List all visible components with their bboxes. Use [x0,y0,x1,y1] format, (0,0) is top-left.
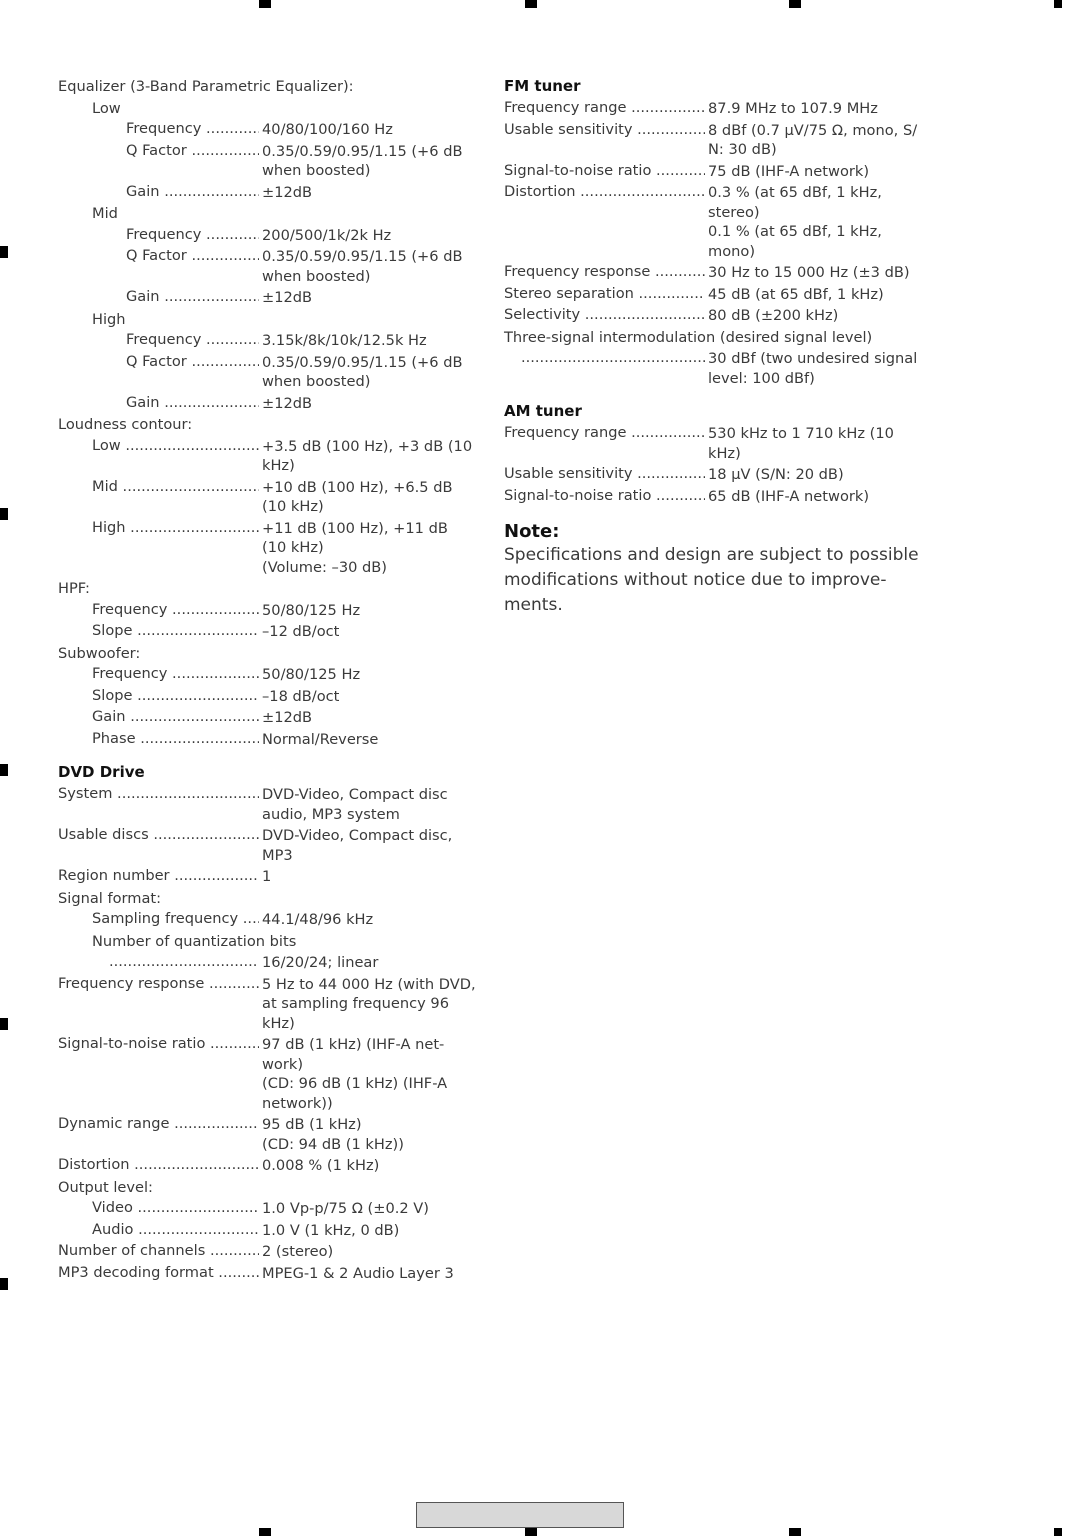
spec-row [504,423,924,464]
spec-row [504,161,924,183]
spec-group-label: Output level: [58,1178,153,1196]
spec-value: 97 dB (1 kHz) (IHF-A net- work) (CD: 96 dB (1 kHz) (IHF-A network)) [262,1036,448,1112]
spec-label [521,348,705,368]
spec-row [58,664,478,686]
spec-value: 0.35/0.59/0.95/1.15 (+6 dB when boosted) [262,248,463,285]
note-text: Specifications and design are subject to possible modifications without notice due to improve-ments. [504,545,919,615]
spec-value: 87.9 MHz to 107.9 MHz [708,100,878,117]
spec-label: Gain ..... [92,707,259,727]
spec-row [504,284,924,306]
spec-value: 50/80/125 Hz [262,601,361,619]
spec-label: Frequency range ..... [504,423,705,443]
spec-value: 18 µV (S/N: 20 dB) [708,466,844,483]
spec-value: MPEG-1 & 2 Audio Layer 3 [262,1264,454,1282]
spec-value: 530 kHz to 1 710 kHz (10 kHz) [708,425,894,462]
section-heading: FM tuner [504,77,581,95]
spec-label: Frequency ..... [126,225,259,245]
spec-label: Frequency response ..... [58,974,259,994]
spec-value: 1.0 Vp-p/75 Ω (±0.2 V) [262,1200,429,1217]
spec-row [504,486,924,508]
spec-value: Normal/Reverse [262,730,379,748]
tuner-specs-list [504,76,924,507]
spec-value: 30 Hz to 15 000 Hz (±3 dB) [708,264,910,281]
spec-label: Distortion ..... [58,1155,259,1175]
spec-value: 5 Hz to 44 000 Hz (with DVD, at sampling frequency 96 kHz) [262,975,476,1032]
spec-value: –18 dB/oct [262,687,340,705]
spec-label: Dynamic range ..... [58,1114,259,1134]
spec-group-label: HPF: [58,580,90,597]
spec-label: Number of channels ..... [58,1241,259,1261]
spec-row [504,120,924,161]
spec-label: Q Factor ..... [126,352,259,372]
registration-mark [0,508,8,520]
spec-value: 45 dB (at 65 dBf, 1 kHz) [708,285,884,303]
spec-group-label: Equalizer (3-Band Parametric Equalizer): [58,78,354,95]
spec-value: 65 dB (IHF-A network) [708,487,870,505]
spec-row [504,348,924,389]
spec-row [58,1220,478,1242]
registration-mark [1054,0,1062,8]
registration-mark [0,246,8,258]
spec-label: MP3 decoding format ..... [58,1263,259,1283]
specs-left-column [58,76,478,1284]
spec-label: Signal-to-noise ratio ..... [58,1034,259,1054]
spec-label: Signal-to-noise ratio ..... [504,486,705,506]
spec-value: +10 dB (100 Hz), +6.5 dB (10 kHz) [262,478,453,515]
spec-value: 0.008 % (1 kHz) [262,1157,380,1174]
specs-right-column [504,76,924,618]
section-heading: AM tuner [504,402,582,420]
spec-value: 30 dBf (two undesired signal level: 100 dBf) [708,350,918,387]
spec-row [58,352,478,393]
spec-label: Usable sensitivity ..... [504,464,705,484]
spec-label: Q Factor ..... [126,141,259,161]
spec-row [58,784,478,825]
spec-value: DVD-Video, Compact disc, MP3 [262,827,453,864]
spec-row [58,1114,478,1155]
spec-row [58,436,478,477]
section-gap [58,750,478,762]
spec-value: 0.3 % (at 65 dBf, 1 kHz, stereo) 0.1 % (at 65 dBf, 1 kHz, mono) [708,184,882,260]
spec-group-label: Subwoofer: [58,644,141,662]
spec-label: Region number ..... [58,866,259,886]
spec-group-label: Number of quantization bits [92,932,297,950]
spec-value: 0.35/0.59/0.95/1.15 (+6 dB when boosted) [262,142,463,179]
spec-row [504,464,924,486]
spec-row [58,909,478,931]
spec-row [58,119,478,141]
spec-value: 40/80/100/160 Hz [262,121,393,138]
spec-row [58,393,478,415]
spec-row [58,621,478,643]
spec-value: 50/80/125 Hz [262,666,361,683]
registration-mark [0,1278,8,1290]
spec-label: Mid ..... [92,477,259,497]
spec-value: 3.15k/8k/10k/12.5k Hz [262,332,427,349]
registration-mark [789,1528,801,1536]
spec-row [58,1241,478,1263]
spec-group-label: Low [92,99,121,117]
spec-value: ±12dB [262,709,313,726]
spec-row [504,182,924,262]
registration-mark [525,1528,537,1536]
spec-row [58,825,478,866]
spec-row [58,707,478,729]
spec-row [504,262,924,284]
spec-row [58,600,478,622]
spec-row [58,225,478,247]
spec-label: Signal-to-noise ratio ..... [504,161,705,181]
spec-label: Distortion ..... [504,182,705,202]
spec-label: Selectivity ..... [504,305,705,325]
spec-label: Frequency ..... [92,600,259,620]
spec-group-label: Mid [92,205,118,222]
spec-label: Frequency ..... [126,119,259,139]
page-footer-box [416,1502,624,1528]
spec-label [109,952,259,972]
spec-row [58,866,478,888]
spec-value: 1.0 V (1 kHz, 0 dB) [262,1221,400,1239]
spec-label: Usable sensitivity ..... [504,120,705,140]
spec-group-label: Signal format: [58,889,162,907]
section-heading: DVD Drive [58,763,145,781]
registration-mark [789,0,801,8]
spec-group-label: High [92,310,126,328]
spec-label: Frequency ..... [126,330,259,350]
spec-row [58,518,478,579]
spec-label: Slope ..... [92,686,259,706]
spec-label: System ..... [58,784,259,804]
spec-value: 1 [262,868,272,885]
registration-mark [525,0,537,8]
spec-label: Frequency range ..... [504,98,705,118]
spec-label: Video ..... [92,1198,259,1218]
spec-value: ±12dB [262,394,313,412]
spec-value: –12 dB/oct [262,623,340,640]
spec-label: Usable discs ..... [58,825,259,845]
spec-value: 16/20/24; linear [262,954,379,971]
spec-row [58,246,478,287]
spec-label: Gain ..... [126,393,259,413]
spec-value: 8 dBf (0.7 µV/75 Ω, mono, S/ N: 30 dB) [708,121,918,158]
spec-value: 80 dB (±200 kHz) [708,307,839,324]
spec-row [58,686,478,708]
registration-mark [0,1018,8,1030]
spec-value: 44.1/48/96 kHz [262,911,374,928]
spec-value: 95 dB (1 kHz) (CD: 94 dB (1 kHz)) [262,1116,404,1153]
spec-row [58,1034,478,1114]
spec-row [58,330,478,352]
section-gap [504,389,924,401]
spec-value: 0.35/0.59/0.95/1.15 (+6 dB when boosted) [262,353,463,390]
registration-mark [259,1528,271,1536]
spec-value: 200/500/1k/2k Hz [262,226,392,244]
spec-row [58,1198,478,1220]
spec-label: Audio ..... [92,1220,259,1240]
spec-label: Frequency response ..... [504,262,705,282]
spec-row [58,1263,478,1285]
spec-label: Slope ..... [92,621,259,641]
registration-mark [1054,1528,1062,1536]
spec-label: High ..... [92,518,259,538]
spec-value: ±12dB [262,289,313,306]
spec-label: Sampling frequency ..... [92,909,259,929]
spec-row [58,477,478,518]
spec-row [504,305,924,327]
spec-group-label: Three-signal intermodulation (desired signal level) [504,328,873,346]
spec-row [58,729,478,751]
spec-label: Gain ..... [126,182,259,202]
spec-row [504,98,924,120]
spec-row [58,141,478,182]
spec-label: Q Factor ..... [126,246,259,266]
spec-row [58,182,478,204]
spec-row [58,287,478,309]
registration-mark [259,0,271,8]
spec-value: 75 dB (IHF-A network) [708,162,870,180]
spec-label: Low ..... [92,436,259,456]
spec-value: 2 (stereo) [262,1243,334,1260]
note-title: Note: [504,521,560,542]
spec-value: DVD-Video, Compact disc audio, MP3 system [262,786,448,823]
spec-value: +3.5 dB (100 Hz), +3 dB (10 kHz) [262,437,473,474]
spec-label: Stereo separation ..... [504,284,705,304]
spec-row [58,1155,478,1177]
spec-group-label: Loudness contour: [58,416,193,433]
spec-value: ±12dB [262,183,313,201]
registration-mark [0,764,8,776]
spec-row [58,974,478,1035]
spec-label: Gain ..... [126,287,259,307]
spec-value: +11 dB (100 Hz), +11 dB (10 kHz) (Volume: –30 dB) [262,519,448,576]
spec-label: Frequency ..... [92,664,259,684]
spec-label: Phase ..... [92,729,259,749]
spec-row [58,952,478,974]
